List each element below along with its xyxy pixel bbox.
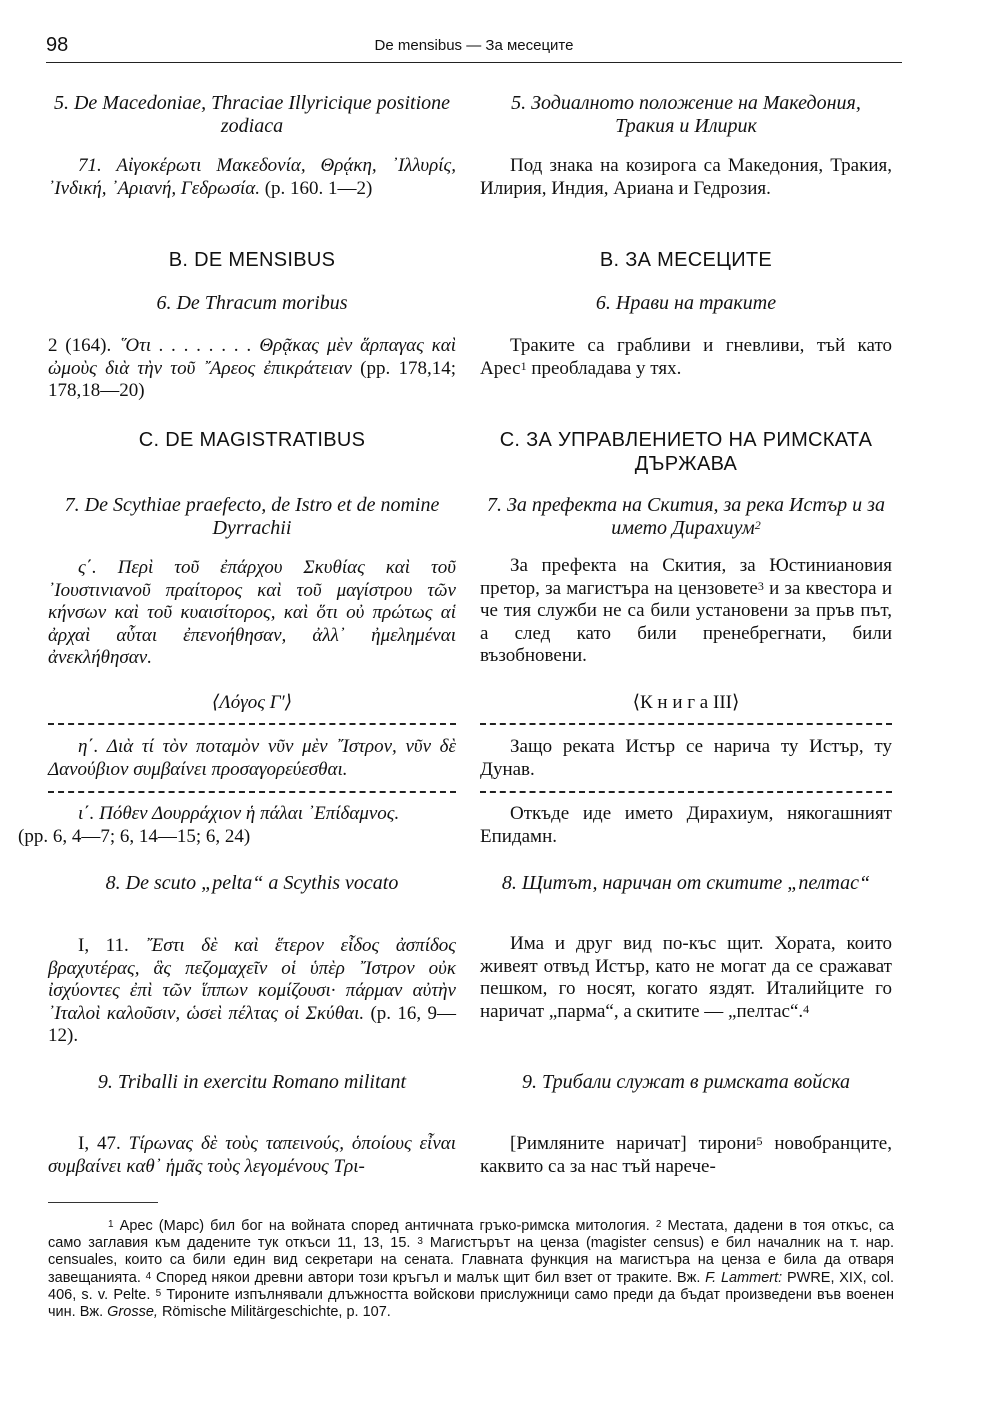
right-section-6-text-b: преобладава у тях. bbox=[526, 357, 682, 379]
left-section-8-greek: ῎Εστι δὲ καὶ ἕτερον εἶδος ἀσπίδος βραχυτέρας, ἃς πεζομαχεῖν οἱ ὑπὲρ ῎Ιστρον οὐκ ἰσχύοντες ἐπὶ τῶν ἵππων κομίζουσι· πάρμαν αὐτὴν ᾿Ιταλοὶ καλοῦσιν, ὡσεὶ πέλτας οἱ Σκύθαι. bbox=[48, 935, 457, 1024]
footnote-1-text: Арес (Марс) бил бог на войната според античната гръко-римска митология. bbox=[113, 1218, 656, 1234]
right-eta-text: Защо реката Истър се нарича ту Истър, ту Дунав. bbox=[480, 736, 892, 780]
left-section-8-number: I, 11. bbox=[78, 935, 129, 956]
left-iota-citation: (pp. 6, 4—7; 6, 14—15; 6, 24) bbox=[18, 825, 251, 847]
right-section-9-text-b: новобранците, каквито са за нас тъй нарече- bbox=[480, 1133, 892, 1177]
left-section-6-greek: ῞Οτι . . . . . . . . Θρᾷκας μὲν ἅρπαγας καὶ ὠμοὺς διὰ τὴν τοῦ ῎Αρεος ἐπικράτειαν bbox=[48, 335, 457, 379]
left-section-5-greek: 71. Αἰγοκέρωτι Μακεδονία, Θρᾴκη, ᾿Ιλλυρίς, ᾿Ινδική, ᾿Αριανή, Γεδρωσία. bbox=[48, 155, 456, 199]
left-section-8-text bbox=[48, 935, 456, 1048]
right-dashed-rule-1 bbox=[480, 723, 892, 725]
footnote-2-number: 2 bbox=[655, 1219, 662, 1230]
footnotes bbox=[48, 1218, 894, 1321]
right-section-9-text-a: [Римляните наричат] тирони bbox=[510, 1133, 757, 1154]
left-book-heading: ⟨Λόγος Γ′⟩ bbox=[211, 692, 293, 713]
footnote-1-number: 1 bbox=[108, 1219, 114, 1230]
right-section-5-text: Под знака на козирога са Македония, Тракия, Илирия, Индия, Ариана и Гедрозия. bbox=[480, 155, 892, 199]
footnote-ref-2[interactable]: 2 bbox=[754, 518, 761, 532]
right-dashed-rule-2 bbox=[480, 791, 892, 793]
left-section-6-number: 2 (164). bbox=[48, 335, 112, 356]
right-section-9-title: 9. Трибали служат в римската войска bbox=[522, 1071, 850, 1093]
left-eta-greek: η΄. Διὰ τί τὸν ποταμὸν νῦν μὲν ῎Ιστρον, νῦν δὲ Δανούβιον συμβαίνει προσαγορεύεσθαι. bbox=[48, 736, 456, 780]
left-section-8-citation: (p. 16, 9—12). bbox=[48, 1002, 457, 1046]
left-section-5-text bbox=[48, 155, 456, 200]
right-book-heading: ⟨К н и г а III⟩ bbox=[632, 692, 740, 713]
left-dashed-rule-2 bbox=[48, 791, 456, 793]
footnote-5-text-b: Römische Militärgeschichte, p. 107. bbox=[157, 1304, 391, 1321]
right-section-6-text bbox=[480, 335, 892, 380]
running-title: De mensibus — За месеците bbox=[374, 37, 574, 54]
footnote-5-text-a: Тироните изпълнявали длъжността войскови прислужници само преди да бъдат произведени във военен чин. Вж. bbox=[48, 1286, 894, 1321]
page-header bbox=[46, 32, 902, 63]
left-section-5-title: 5. De Macedoniae, Thraciae Illyricique positione zodiaca bbox=[53, 92, 450, 137]
left-section-6-title: 6. De Thracum moribus bbox=[156, 292, 348, 314]
footnote-5-number: 5 bbox=[155, 1287, 162, 1299]
right-section-7-text-a: За префекта на Скития, за Юстиниановия претор, за магистъра на цензовете bbox=[480, 555, 892, 599]
left-iota-text bbox=[18, 803, 456, 848]
left-section-8-title: 8. De scuto „pelta“ a Scythis vocato bbox=[105, 872, 399, 894]
footnote-ref-5[interactable]: 5 bbox=[756, 1134, 763, 1148]
right-section-7-title-text: 7. За префекта на Скития, за река Истър и за името Дирахиум bbox=[487, 494, 885, 539]
left-section-5-citation: (p. 160. 1—2) bbox=[264, 177, 373, 199]
footnote-separator bbox=[48, 1202, 158, 1203]
footnote-4-author: F. Lammert: bbox=[705, 1269, 783, 1286]
right-section-8-text-a: Има и друг вид по-къс щит. Хората, които живеят отвъд Истър, като не могат да се сражават пешком, го носят, когато яздят. Италийците го наричат „парма“, а скитите — „пелтас“. bbox=[480, 933, 892, 1022]
page-number: 98 bbox=[46, 34, 69, 56]
right-part-b-heading: В. ЗА МЕСЕЦИТЕ bbox=[599, 249, 773, 271]
footnote-ref-3[interactable]: 3 bbox=[757, 578, 764, 593]
footnote-5-author: Grosse, bbox=[107, 1304, 158, 1321]
left-section-7-greek: ς΄. Περὶ τοῦ ἐπάρχου Σκυθίας καὶ τοῦ ᾿Ιουστινιανοῦ πραίτορος καὶ τοῦ μαγίστρου τῶν κήνσων καὶ τοῦ κυαισίτορος, καὶ ὅτι οὐ πρώτως αἱ ἀρχαὶ αὗται ἐπενοήθησαν, ἀλλ᾿ ἠμελημέναι ἀνεκλήθησαν. bbox=[48, 557, 456, 668]
left-section-9-text bbox=[48, 1133, 456, 1178]
right-section-7-title bbox=[480, 494, 892, 540]
right-section-8-text bbox=[480, 933, 892, 1023]
left-section-9-title: 9. Triballi in exercitu Romano militant bbox=[97, 1071, 407, 1093]
left-section-9-greek: Τίρωνας δὲ τοὺς ταπεινούς, ὁποίους εἶναι συμβαίνει καθ᾿ ἡμᾶς τοὺς λεγομένους Τρι- bbox=[48, 1133, 457, 1177]
right-section-9-text bbox=[480, 1133, 892, 1178]
footnote-4-text-b: PWRE, XIX, col. 406, s. v. Pelte. bbox=[48, 1269, 894, 1303]
left-part-b-heading: B. DE MENSIBUS bbox=[168, 249, 336, 271]
right-section-8-title: 8. Щитът, наричан от скитите „пелтас“ bbox=[501, 872, 871, 894]
left-dashed-rule-1 bbox=[48, 723, 456, 725]
footnote-3-text: Магистърът на ценза (magister census) е бил началник на т. нар. censuales, които са били един вид секретари на сената. Главната функция на магистъра на ценза е била да отваря завещанията. bbox=[48, 1235, 894, 1286]
right-section-5-title: 5. Зодиалното положение на Македония, Тракия и Илирик bbox=[511, 92, 861, 137]
right-section-6-title: 6. Нрави на траките bbox=[595, 292, 777, 314]
left-section-7-title: 7. De Scythiae praefecto, de Istro et de nomine Dyrrachii bbox=[64, 494, 440, 539]
left-section-6-text bbox=[48, 335, 456, 403]
footnote-ref-1[interactable]: 1 bbox=[520, 358, 527, 373]
right-section-7-text-b: и за квестора и че тия служби не са били установени за пръв път, а след като били пренебрегнати, били възобновени. bbox=[480, 577, 892, 666]
footnote-3-number: 3 bbox=[417, 1236, 423, 1248]
left-section-6-citation: (pp. 178,14; 178,18—20) bbox=[48, 357, 456, 401]
footnote-4-text-a: Според някои древни автори този кръгъл и малък щит бил взет от траките. Вж. bbox=[151, 1269, 706, 1286]
right-iota-text: Откъде иде името Дирахиум, някогашният Епидамн. bbox=[480, 803, 892, 847]
footnote-2-text: Местата, дадени в тоя откъс, са само заглавия към дадените тук откъси 11, 13, 15. bbox=[48, 1218, 894, 1252]
footnote-ref-4[interactable]: 4 bbox=[803, 1001, 810, 1016]
right-section-7-text bbox=[480, 555, 892, 668]
right-part-c-heading: С. ЗА УПРАВЛЕНИЕТО НА РИМСКАТА ДЪРЖАВА bbox=[499, 429, 873, 475]
left-section-9-number: I, 47. bbox=[78, 1133, 121, 1154]
right-section-6-text-a: Траките са грабливи и гневливи, тъй като Арес bbox=[480, 335, 892, 379]
left-iota-greek: ι΄. Πόθεν Δουρράχιον ἡ πάλαι ᾿Επίδαμνος. bbox=[78, 803, 400, 824]
footnote-4-number: 4 bbox=[145, 1270, 152, 1282]
left-part-c-heading: C. DE MAGISTRATIBUS bbox=[138, 429, 366, 451]
